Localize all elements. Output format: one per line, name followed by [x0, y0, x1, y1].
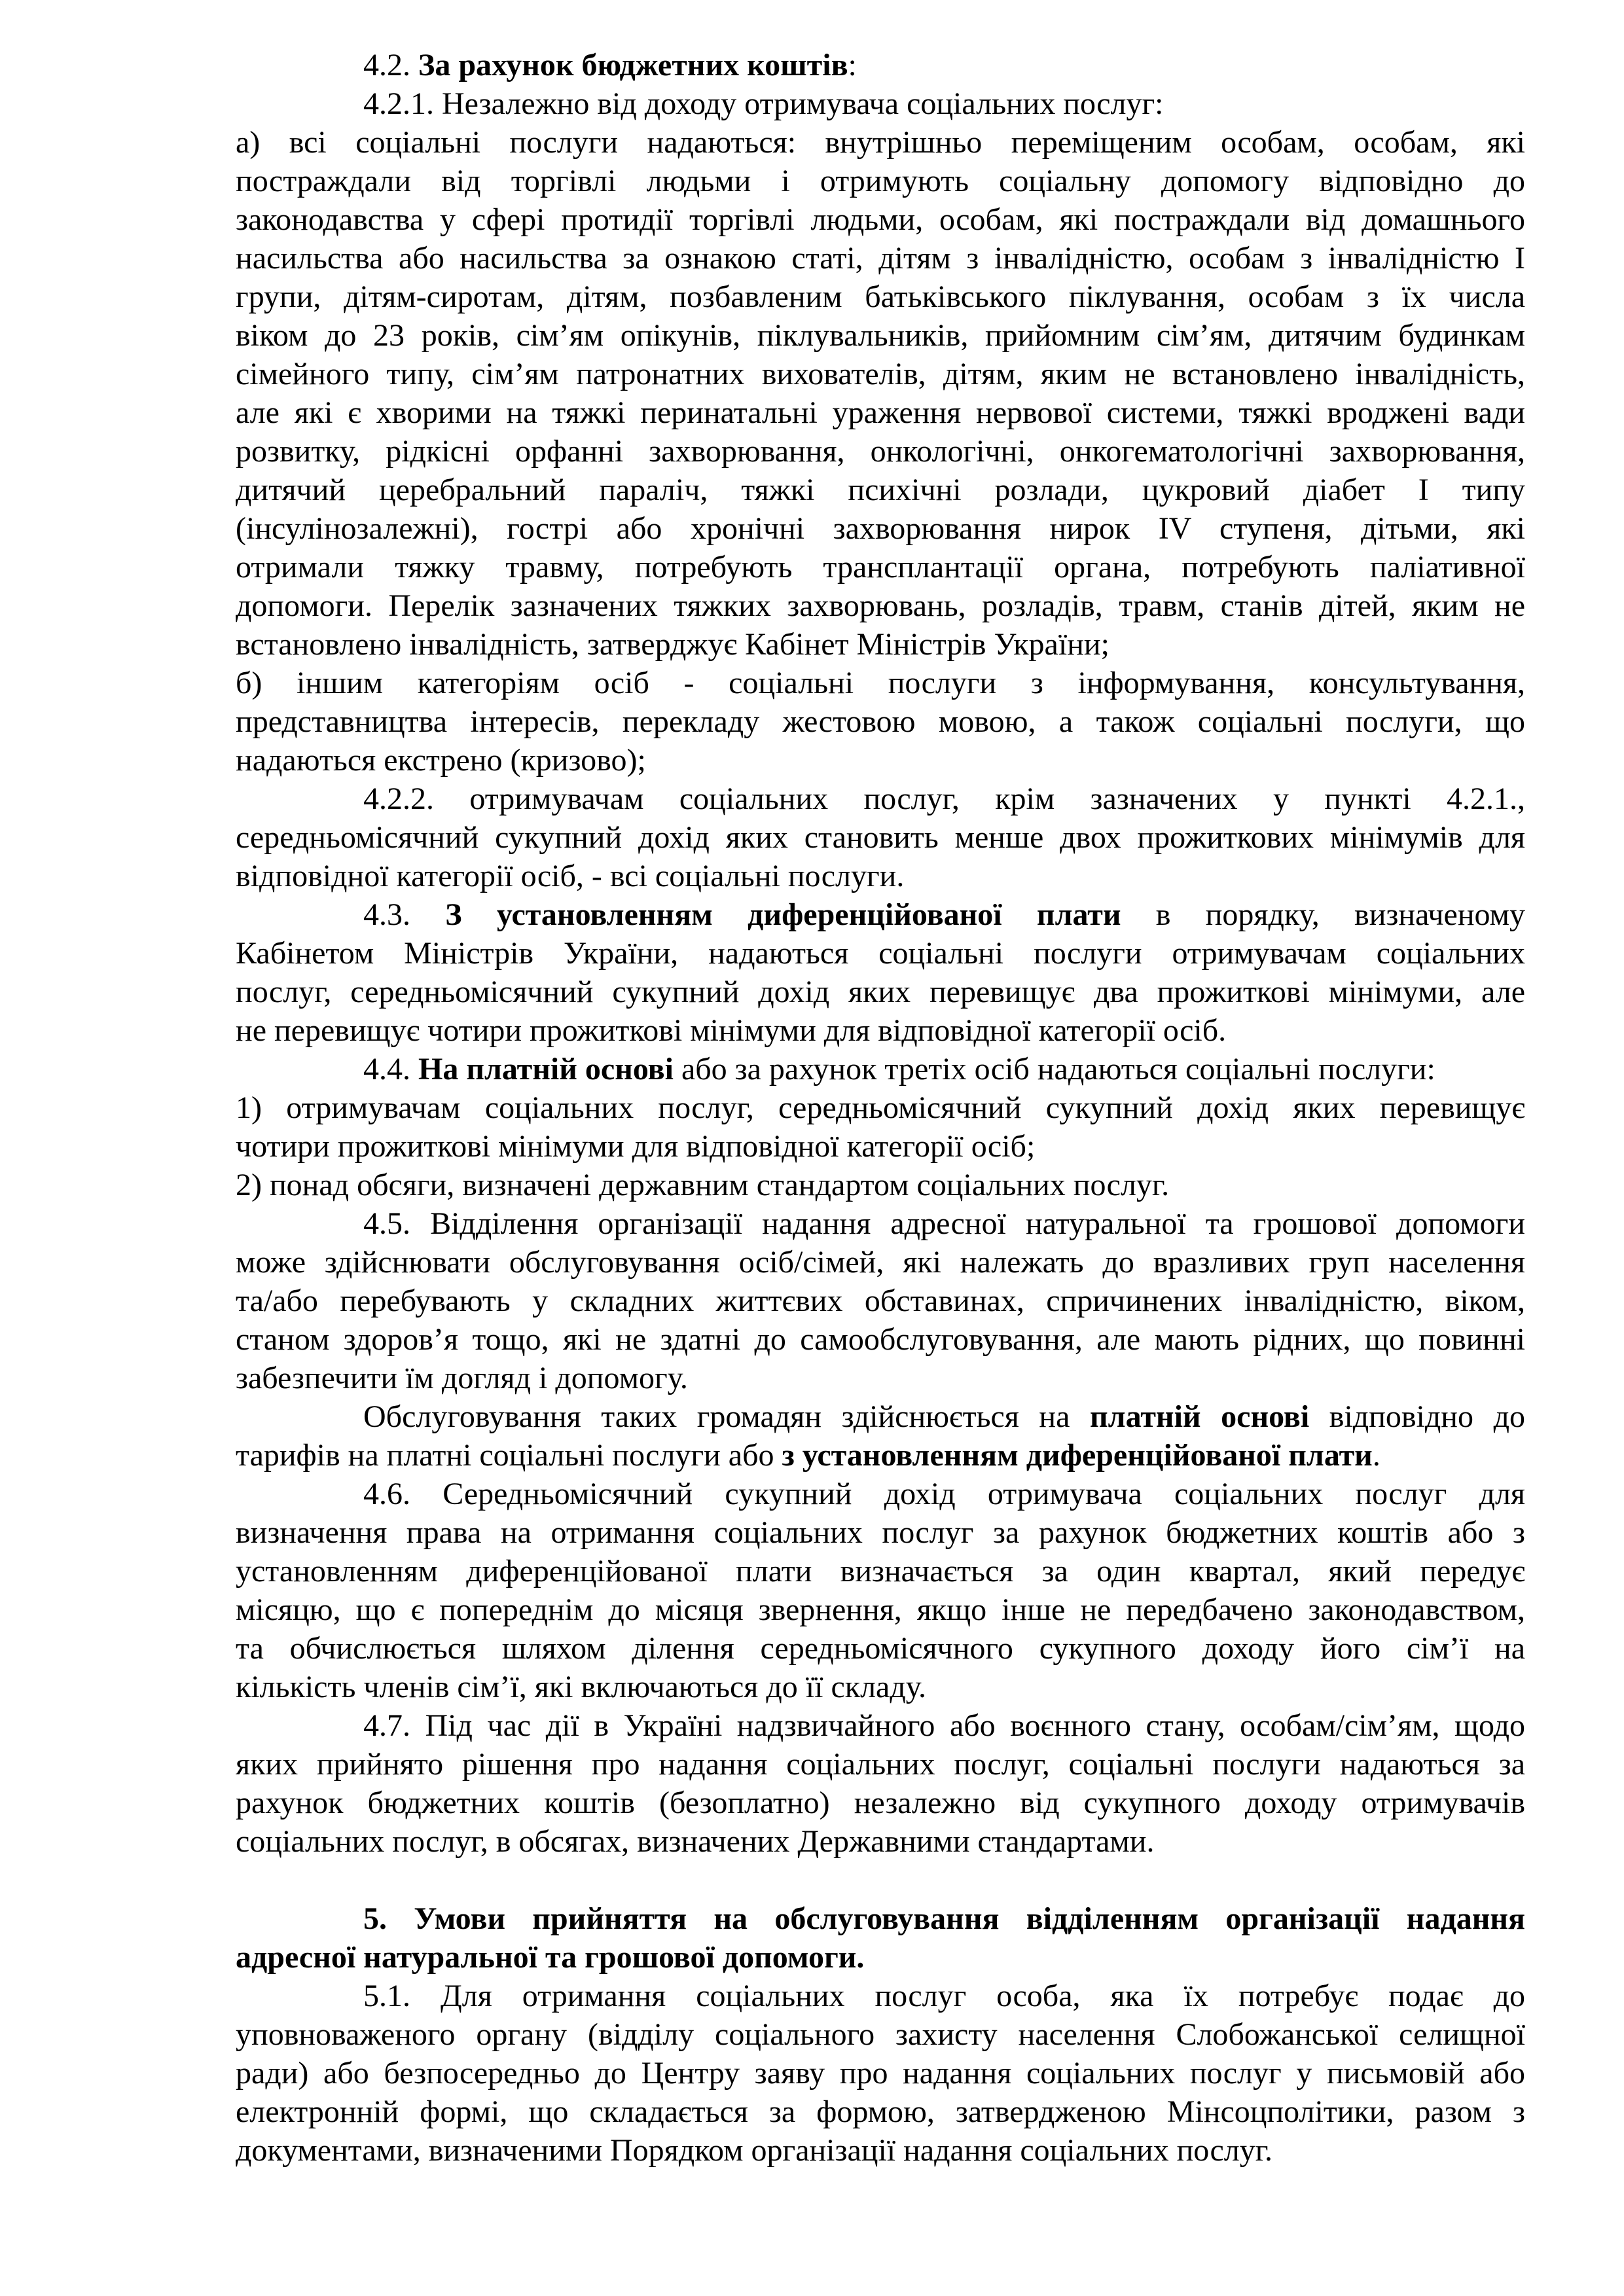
text-segment: групи, дітям-сиротам, дітям, позбавленим батьківського піклування, особам з їх числа — [236, 279, 1525, 314]
text-segment: станом здоров’я тощо, які не здатні до самообслуговування, але мають рідних, що повинні — [236, 1322, 1525, 1357]
text-segment: кількість членів сім’ї, які включаються до її складу. — [236, 1670, 926, 1704]
text-line — [236, 1397, 1525, 1436]
text-segment: відповідної категорії осіб, - всі соціальні послуги. — [236, 859, 905, 893]
bold-text-segment: За рахунок бюджетних коштів — [418, 48, 848, 82]
text-segment: та/або перебувають у складних життєвих обставинах, спричинених інвалідністю, віком, — [236, 1283, 1525, 1318]
text-segment: послуг, середньомісячний сукупний дохід яких перевищує два прожиткові мінімуми, але — [236, 975, 1525, 1009]
text-line — [236, 1629, 1525, 1668]
text-segment: б) іншим категоріям осіб - соціальні послуги з інформування, консультування, — [236, 666, 1525, 700]
text-segment: рахунок бюджетних коштів (безоплатно) незалежно від сукупного доходу отримувачів — [236, 1785, 1525, 1820]
text-line — [236, 548, 1525, 586]
text-segment: не перевищує чотири прожиткові мінімуми для відповідної категорії осіб. — [236, 1013, 1227, 1048]
text-segment: насильства або насильства за ознакою статі, дітям з інвалідністю, особам з інвалідністю І — [236, 241, 1525, 276]
text-segment: забезпечити їм догляд і допомогу. — [236, 1361, 688, 1395]
text-segment: розвитку, рідкісні орфанні захворювання, онкологічні, онкогематологічні захворювання, — [236, 434, 1525, 469]
text-line — [236, 1282, 1525, 1320]
text-line — [236, 1822, 1525, 1861]
paragraph — [236, 1899, 1525, 1977]
text-segment: яких прийнято рішення про надання соціальних послуг, соціальні послуги надаються за — [236, 1747, 1525, 1782]
text-segment: : — [848, 48, 857, 82]
text-line — [236, 1745, 1525, 1784]
text-line — [236, 200, 1525, 239]
text-line — [236, 973, 1525, 1011]
bold-text-segment: На платній основі — [418, 1052, 674, 1086]
text-segment: надаються екстрено (кризово); — [236, 743, 646, 778]
paragraph — [236, 895, 1525, 1050]
text-segment: 4.2.2. отримувачам соціальних послуг, крім зазначених у пункті 4.2.1., — [363, 781, 1525, 816]
paragraph — [236, 1397, 1525, 1475]
text-segment: 4.7. Під час дії в Україні надзвичайного або воєнного стану, особам/сім’ям, щодо — [363, 1708, 1525, 1743]
text-line — [236, 1475, 1525, 1513]
text-line — [236, 586, 1525, 625]
text-segment: але які є хворими на тяжкі перинатальні ураження нервової системи, тяжкі вроджені вади — [236, 395, 1525, 430]
text-line — [236, 1243, 1525, 1282]
text-line — [236, 2054, 1525, 2092]
text-segment: тарифів на платні соціальні послуги або — [236, 1438, 782, 1473]
text-segment: 5.1. Для отримання соціальних послуг особа, яка їх потребує подає до — [363, 1979, 1525, 2013]
document-body — [236, 46, 1525, 2170]
text-segment: законодавства у сфері протидії торгівлі людьми, особам, які постраждали від домашнього — [236, 202, 1525, 237]
text-line — [236, 741, 1525, 780]
text-line — [236, 509, 1525, 548]
paragraph — [236, 1706, 1525, 1861]
text-segment: середньомісячний сукупний дохід яких становить менше двох прожиткових мінімумів для — [236, 820, 1525, 855]
text-segment: 4.3. — [363, 897, 446, 932]
paragraph — [236, 1166, 1525, 1204]
text-line — [236, 432, 1525, 471]
text-segment: 4.2.1. Незалежно від доходу отримувача соціальних послуг: — [363, 86, 1164, 121]
text-segment: представництва інтересів, перекладу жестовою мовою, а також соціальні послуги, що — [236, 704, 1525, 739]
text-line — [236, 664, 1525, 702]
paragraph — [236, 46, 1525, 84]
paragraph — [236, 780, 1525, 895]
text-line — [236, 934, 1525, 973]
text-line — [236, 625, 1525, 664]
text-line — [236, 1899, 1525, 1938]
text-line — [236, 239, 1525, 278]
bold-text-segment: 5. Умови прийняття на обслуговування відділенням організації надання — [363, 1901, 1525, 1936]
text-segment: дитячий церебральний параліч, тяжкі психічні розлади, цукровий діабет І типу — [236, 473, 1525, 507]
text-line — [236, 1938, 1525, 1977]
text-line — [236, 1088, 1525, 1127]
text-line — [236, 1204, 1525, 1243]
text-line — [236, 857, 1525, 895]
paragraph — [236, 84, 1525, 123]
text-line — [236, 84, 1525, 123]
text-line — [236, 1359, 1525, 1397]
paragraph — [236, 1088, 1525, 1166]
text-segment: 2) понад обсяги, визначені державним стандартом соціальних послуг. — [236, 1168, 1170, 1202]
text-line — [236, 818, 1525, 857]
text-line — [236, 1590, 1525, 1629]
paragraph — [236, 1204, 1525, 1397]
paragraph — [236, 1475, 1525, 1706]
bold-text-segment: платній основі — [1090, 1399, 1310, 1434]
text-line — [236, 1127, 1525, 1166]
text-line — [236, 2131, 1525, 2170]
text-line — [236, 702, 1525, 741]
bold-text-segment: адресної натуральної та грошової допомоги. — [236, 1940, 865, 1975]
text-line — [236, 278, 1525, 316]
text-line — [236, 471, 1525, 509]
text-line — [236, 355, 1525, 393]
text-line — [236, 123, 1525, 162]
paragraph — [236, 1050, 1525, 1088]
text-segment: електронній формі, що складається за формою, затвердженою Мінсоцполітики, разом з — [236, 2094, 1525, 2129]
text-line — [236, 1784, 1525, 1822]
text-segment: може здійснювати обслуговування осіб/сімей, які належать до вразливих груп населення — [236, 1245, 1525, 1280]
text-segment: ради) або безпосередньо до Центру заяву про надання соціальних послуг у письмовій або — [236, 2056, 1525, 2090]
text-segment: Кабінетом Міністрів України, надаються соціальні послуги отримувачам соціальних — [236, 936, 1525, 971]
text-segment: відповідно до — [1309, 1399, 1525, 1434]
text-segment: сімейного типу, сім’ям патронатних вихователів, дітям, яким не встановлено інвалідність, — [236, 357, 1525, 391]
text-segment: отримали тяжку травму, потребують трансплантації органа, потребують паліативної — [236, 550, 1525, 584]
text-line — [236, 1706, 1525, 1745]
text-segment: постраждали від торгівлі людьми і отримують соціальну допомогу відповідно до — [236, 164, 1525, 198]
text-segment: місяцю, що є попереднім до місяця звернення, якщо інше не передбачено законодавством, — [236, 1592, 1525, 1627]
text-segment: Обслуговування таких громадян здійснюється на — [363, 1399, 1090, 1434]
text-line — [236, 2092, 1525, 2131]
text-segment: допомоги. Перелік зазначених тяжких захворювань, розладів, травм, станів дітей, яким не — [236, 588, 1525, 623]
text-line — [236, 895, 1525, 934]
text-segment: уповноваженого органу (відділу соціального захисту населення Слобожанської селищної — [236, 2017, 1525, 2052]
text-line — [236, 46, 1525, 84]
text-segment: 4.4. — [363, 1052, 418, 1086]
text-segment: та обчислюється шляхом ділення середньомісячного сукупного доходу його сім’ї на — [236, 1631, 1525, 1666]
text-segment: установленням диференційованої плати визначається за один квартал, який передує — [236, 1554, 1525, 1588]
paragraph — [236, 664, 1525, 780]
text-line — [236, 1320, 1525, 1359]
text-segment: визначення права на отримання соціальних послуг за рахунок бюджетних коштів або з — [236, 1515, 1525, 1550]
text-line — [236, 1552, 1525, 1590]
text-line — [236, 1436, 1525, 1475]
text-line — [236, 1011, 1525, 1050]
text-line — [236, 1513, 1525, 1552]
text-line — [236, 1050, 1525, 1088]
paragraph — [236, 1977, 1525, 2170]
paragraph — [236, 123, 1525, 664]
text-segment: в порядку, визначеному — [1121, 897, 1526, 932]
text-segment: чотири прожиткові мінімуми для відповідної категорії осіб; — [236, 1129, 1036, 1164]
text-segment: (інсулінозалежні), гострі або хронічні захворювання нирок IV ступеня, дітьми, які — [236, 511, 1525, 546]
text-segment: або за рахунок третіх осіб надаються соціальні послуги: — [673, 1052, 1435, 1086]
bold-text-segment: З установленням диференційованої плати — [445, 897, 1121, 932]
text-line — [236, 393, 1525, 432]
text-segment: документами, визначеними Порядком організації надання соціальних послуг. — [236, 2133, 1272, 2168]
text-segment: 4.6. Середньомісячний сукупний дохід отримувача соціальних послуг для — [363, 1477, 1525, 1511]
text-line — [236, 316, 1525, 355]
text-line — [236, 2015, 1525, 2054]
text-segment: 4.5. Відділення організації надання адресної натуральної та грошової допомоги — [363, 1206, 1525, 1241]
text-line — [236, 162, 1525, 200]
bold-text-segment: з установленням диференційованої плати — [782, 1438, 1373, 1473]
text-segment: соціальних послуг, в обсягах, визначених Державними стандартами. — [236, 1824, 1155, 1859]
text-line — [236, 1166, 1525, 1204]
text-segment: встановлено інвалідність, затверджує Кабінет Міністрів України; — [236, 627, 1110, 662]
text-line — [236, 1668, 1525, 1706]
text-line — [236, 1977, 1525, 2015]
text-segment: . — [1372, 1438, 1380, 1473]
text-segment: а) всі соціальні послуги надаються: внутрішньо переміщеним особам, особам, які — [236, 125, 1525, 160]
text-segment: 4.2. — [363, 48, 418, 82]
text-line — [236, 780, 1525, 818]
text-segment: 1) отримувачам соціальних послуг, середньомісячний сукупний дохід яких перевищує — [236, 1090, 1525, 1125]
text-segment: віком до 23 років, сім’ям опікунів, піклувальників, прийомним сім’ям, дитячим будинкам — [236, 318, 1525, 353]
